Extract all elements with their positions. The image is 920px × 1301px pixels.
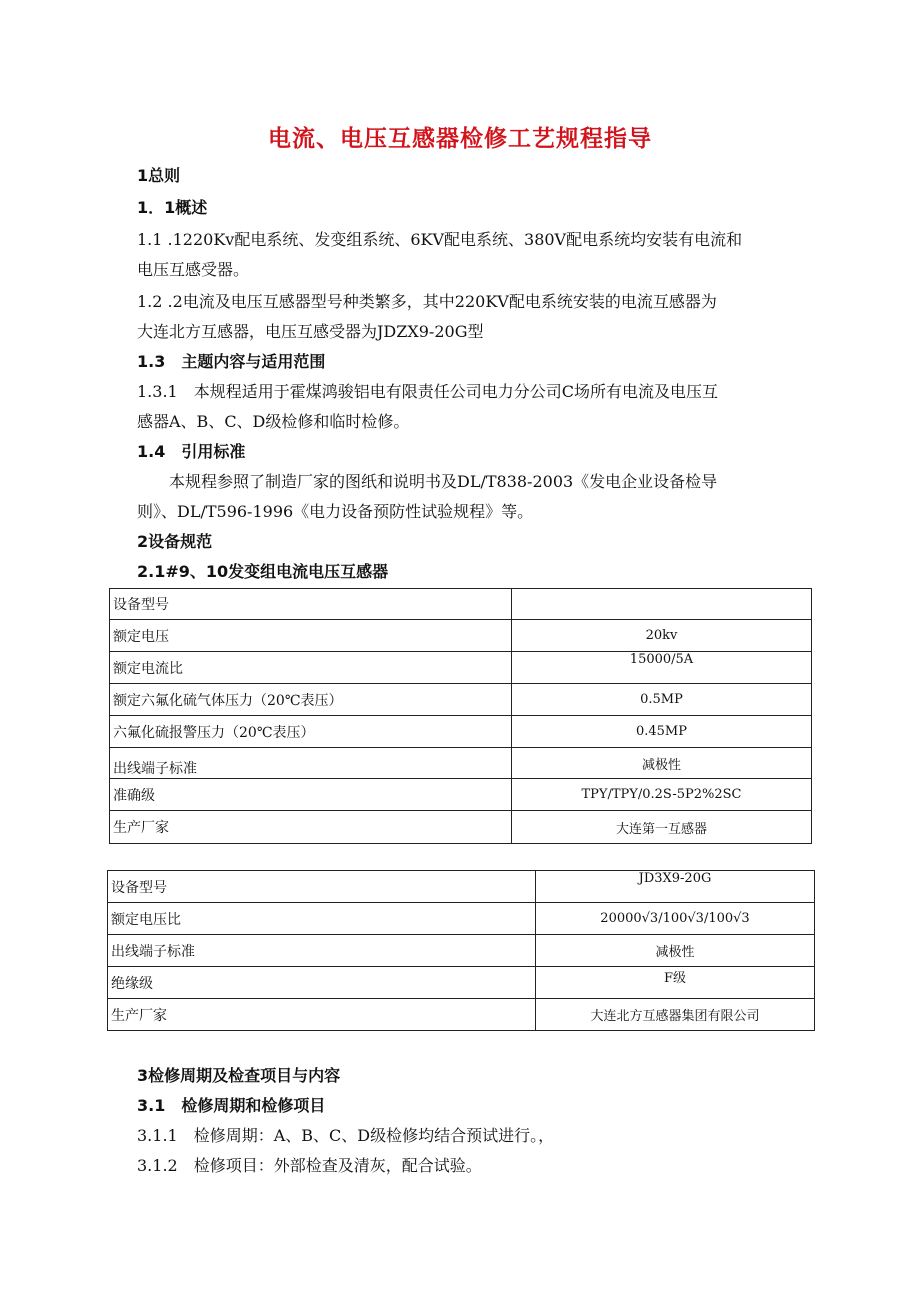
- table-row: [110, 652, 812, 684]
- table-row: [110, 684, 812, 716]
- paragraph-1-3-line-1: 1.3.1 本规程适用于霍煤鸿骏铝电有限责任公司电力分公司C场所有电流及电压互: [137, 382, 718, 401]
- table-row: [108, 935, 815, 967]
- spec-label: 生产厂家: [110, 811, 512, 844]
- paragraph-1-2-line-2: 大连北方互感器，电压互感受器为JDZX9-20G型: [137, 322, 484, 341]
- spec-value: 0.5MP: [512, 684, 812, 716]
- paragraph-1-4-line-2: 则》、DL/T596-1996《电力设备预防性试验规程》等。: [137, 502, 534, 521]
- spec-value: JD3X9-20G: [536, 871, 815, 903]
- spec-label: 生产厂家: [108, 999, 536, 1031]
- spec-value: [512, 589, 812, 620]
- spec-label: 额定电压: [110, 620, 512, 652]
- spec-label: 设备型号: [110, 589, 512, 620]
- paragraph-3-1-2: 3.1.2 检修项目：外部检查及清灰，配合试验。: [137, 1156, 482, 1175]
- spec-label: 绝缘级: [108, 967, 536, 999]
- table-row: [110, 589, 812, 620]
- table-row: [108, 967, 815, 999]
- spec-label: 准确级: [110, 779, 512, 811]
- section-1-3-heading: 1.3 主题内容与适用范围: [137, 352, 326, 371]
- spec-label: 出线端子标准: [108, 935, 536, 967]
- spec-value: F级: [536, 967, 815, 999]
- paragraph-1-1-line-2: 电压互感受器。: [137, 260, 250, 279]
- table-row: [110, 716, 812, 748]
- table-row: [108, 999, 815, 1031]
- spec-label: 出线端子标准: [110, 748, 512, 779]
- spec-value: 15000/5A: [512, 652, 812, 684]
- spec-value: TPY/TPY/0.2S-5P2%2SC: [512, 779, 812, 811]
- paragraph-1-3-line-2: 感器A、B、C、D级检修和临时检修。: [137, 412, 410, 431]
- spec-label: 额定电流比: [110, 652, 512, 684]
- spec-value: 大连北方互感器集团有限公司: [536, 999, 815, 1031]
- table-row: [110, 620, 812, 652]
- section-2-heading: 2设备规范: [137, 532, 213, 551]
- paragraph-1-4-line-1: 本规程参照了制造厂家的图纸和说明书及DL/T838-2003《发电企业设备检导: [137, 472, 718, 491]
- section-2-1-heading: 2.1#9、10发变组电流电压互感器: [137, 562, 389, 581]
- section-1-1-heading: 1．1概述: [137, 198, 208, 217]
- spec-value: 减极性: [512, 748, 812, 779]
- spec-label: 六氟化硫报警压力（20℃表压）: [110, 716, 512, 748]
- paragraph-1-1-line-1: 1.1 .1220Kv配电系统、发变组系统、6KV配电系统、380V配电系统均安装有电流和: [137, 230, 743, 249]
- section-1-heading: 1总则: [137, 166, 181, 185]
- ct-spec-table: [109, 588, 812, 844]
- spec-value: 0.45MP: [512, 716, 812, 748]
- spec-value: 20000√3/100√3/100√3: [536, 903, 815, 935]
- table-row: [110, 779, 812, 811]
- table-row: [108, 903, 815, 935]
- section-3-heading: 3检修周期及检查项目与内容: [137, 1066, 341, 1085]
- section-1-4-heading: 1.4 引用标准: [137, 442, 246, 461]
- vt-spec-table: [107, 870, 815, 1031]
- table-row: [110, 811, 812, 844]
- spec-label: 设备型号: [108, 871, 536, 903]
- section-3-1-heading: 3.1 检修周期和检修项目: [137, 1096, 326, 1115]
- paragraph-3-1-1: 3.1.1 检修周期：A、B、C、D级检修均结合预试进行。，: [137, 1126, 555, 1145]
- table-row: [110, 748, 812, 779]
- spec-label: 额定电压比: [108, 903, 536, 935]
- document-title: 电流、电压互感器检修工艺规程指导: [268, 126, 652, 152]
- spec-value: 减极性: [536, 935, 815, 967]
- table-row: [108, 871, 815, 903]
- spec-label: 额定六氟化硫气体压力（20℃表压）: [110, 684, 512, 716]
- paragraph-1-2-line-1: 1.2 .2电流及电压互感器型号种类繁多，其中220KV配电系统安装的电流互感器为: [137, 292, 717, 311]
- spec-value: 大连第一互感器: [512, 811, 812, 844]
- spec-value: 20kv: [512, 620, 812, 652]
